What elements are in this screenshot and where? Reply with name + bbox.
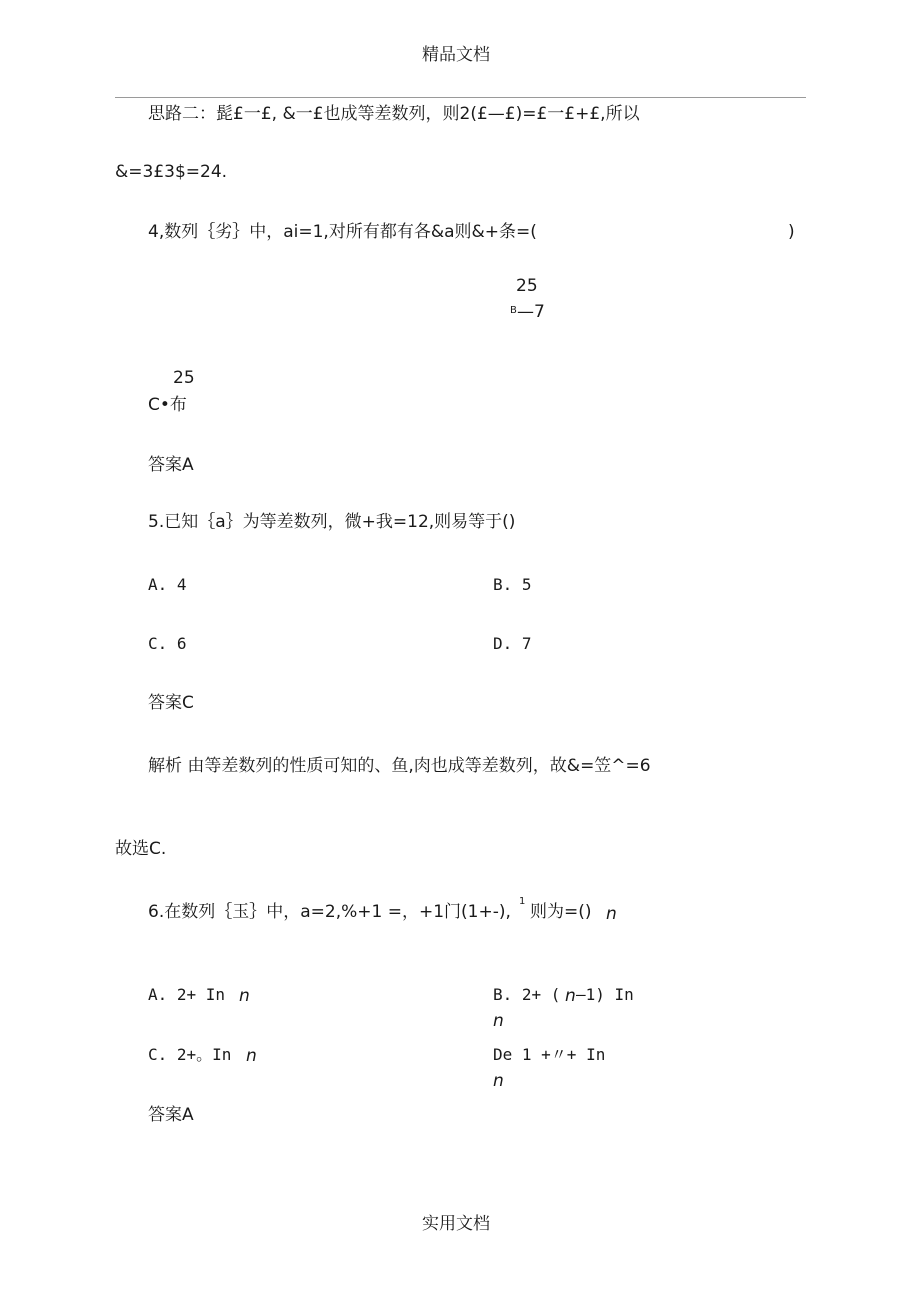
question-6-option-d: De 1 +〃+ In (493, 1045, 606, 1064)
question-6-option-b-variable: n (565, 986, 576, 1006)
option-c-label: C•布 (148, 395, 187, 415)
question-6-option-c: C. 2+。In (148, 1045, 232, 1064)
option-b-label: B (510, 305, 517, 316)
page-footer: 实用文档 (422, 1214, 490, 1234)
question-6-variable: n (606, 904, 617, 924)
conclusion-5: 故选C. (115, 839, 167, 859)
question-6-option-b-wrap: n (493, 1011, 504, 1031)
question-6-option-b-part1: B. 2+ ( (493, 985, 561, 1004)
answer-5: 答案C (148, 693, 194, 713)
question-5-option-a: A. 4 (148, 575, 187, 594)
solution-line-2: &=3£3$=24. (115, 162, 228, 182)
question-5: 5.已知｛a｝为等差数列，微+我=12,则易等于() (148, 512, 516, 532)
question-6-option-b-part2: —1) In (576, 985, 634, 1004)
question-6-superscript: 1 (519, 896, 526, 907)
question-5-option-b: B. 5 (493, 575, 532, 594)
option-b-denominator: —7 (517, 302, 545, 322)
solution-line-1: 思路二：髭£一£, &一£也成等差数列，则2(£—£)=£一£+£,所以 (148, 104, 640, 124)
question-6-option-a: A. 2+ In (148, 985, 226, 1004)
answer-4: 答案A (148, 455, 194, 475)
answer-6: 答案A (148, 1105, 194, 1125)
page-header: 精品文档 (422, 45, 490, 65)
question-6-rest: 则为=() (530, 902, 592, 922)
question-6: 6.在数列｛玉｝中，a=2,%+1 =，+1门(1+-), (148, 902, 511, 922)
question-6-option-c-variable: n (246, 1046, 257, 1066)
option-c-numerator: 25 (173, 368, 195, 388)
question-5-option-c: C. 6 (148, 634, 187, 653)
question-6-option-a-variable: n (239, 986, 250, 1006)
header-divider (115, 97, 806, 98)
question-5-option-d: D. 7 (493, 634, 532, 653)
option-b-numerator: 25 (516, 276, 538, 296)
analysis-5: 解析 由等差数列的性质可知的、鱼,肉也成等差数列，故&=笠^=6 (148, 756, 651, 776)
question-4: 4,数列｛劣｝中，ai=1,对所有都有各&a则&+条=( (148, 222, 537, 242)
question-6-option-d-wrap: n (493, 1071, 504, 1091)
question-4-close-paren: ) (788, 222, 795, 242)
